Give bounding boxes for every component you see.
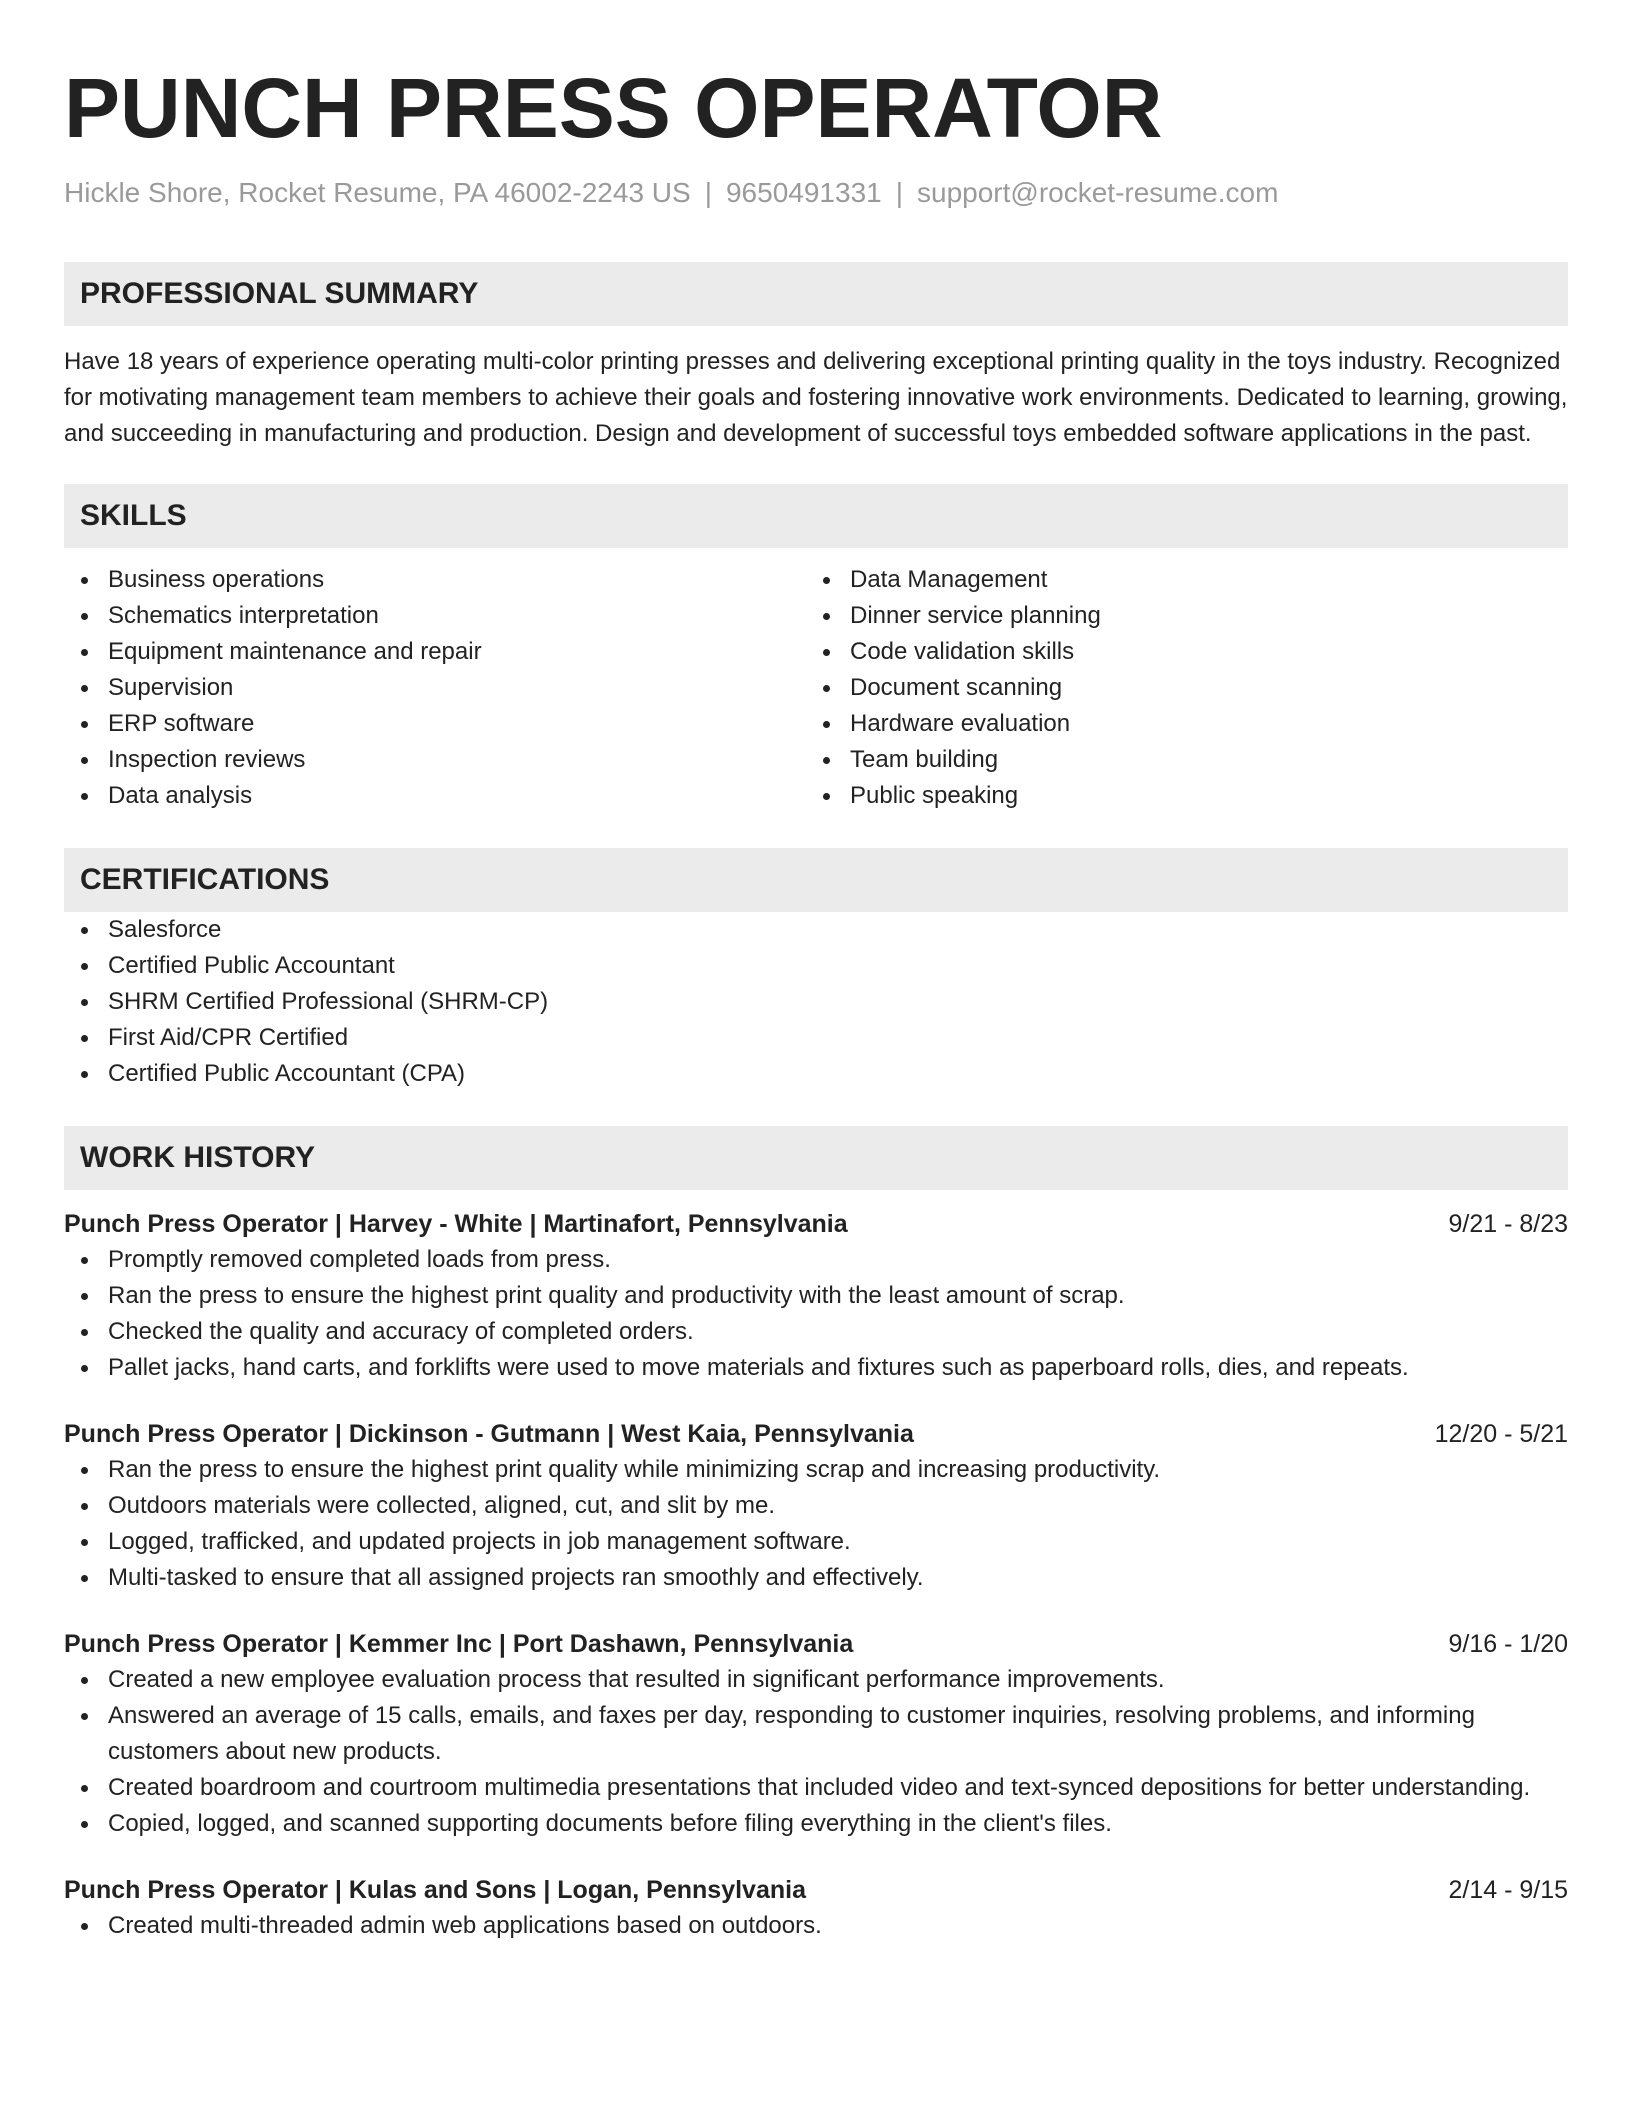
job-bullet-list bbox=[64, 1452, 1568, 1596]
skill-item: Data Management bbox=[850, 562, 1548, 598]
skills-columns bbox=[64, 562, 1568, 814]
contact-separator: | bbox=[704, 177, 712, 208]
job-bullet-list bbox=[64, 1242, 1568, 1386]
skill-item: Dinner service planning bbox=[850, 598, 1548, 634]
contact-email: support@rocket-resume.com bbox=[917, 177, 1279, 208]
skill-item: Hardware evaluation bbox=[850, 706, 1548, 742]
skill-item: Document scanning bbox=[850, 670, 1548, 706]
job-title: Punch Press Operator | Dickinson - Gutmann | West Kaia, Pennsylvania bbox=[64, 1420, 914, 1448]
skill-item: Data analysis bbox=[108, 778, 806, 814]
job-header bbox=[64, 1626, 1568, 1662]
contact-separator: | bbox=[895, 177, 903, 208]
skills-column-left bbox=[64, 562, 806, 814]
section-header-work-history: WORK HISTORY bbox=[64, 1126, 1568, 1190]
job-title: Punch Press Operator | Kemmer Inc | Port Dashawn, Pennsylvania bbox=[64, 1630, 854, 1658]
job-entry bbox=[64, 1626, 1568, 1842]
job-dates: 12/20 - 5/21 bbox=[1434, 1420, 1568, 1448]
job-bullet-list bbox=[64, 1908, 1568, 1944]
section-header-professional-summary: PROFESSIONAL SUMMARY bbox=[64, 262, 1568, 326]
skill-item: Equipment maintenance and repair bbox=[108, 634, 806, 670]
job-dates: 9/16 - 1/20 bbox=[1448, 1630, 1568, 1658]
job-bullet: Multi-tasked to ensure that all assigned projects ran smoothly and effectively. bbox=[108, 1560, 1568, 1596]
summary-text: Have 18 years of experience operating multi-color printing presses and delivering exceptional printing quality in the toys industry. Recognized for motivating management team members to achieve their goals and fostering innovative work environments. Dedicated to learning, growing, and succeeding in manufacturing and production. Design and development of successful toys embedded software applications in the past. bbox=[64, 348, 1568, 447]
skill-item: Supervision bbox=[108, 670, 806, 706]
certifications-list bbox=[64, 912, 1568, 1092]
job-title: Punch Press Operator | Kulas and Sons | Logan, Pennsylvania bbox=[64, 1876, 806, 1904]
skill-item: Team building bbox=[850, 742, 1548, 778]
certification-item: Certified Public Accountant bbox=[108, 948, 1568, 984]
job-bullet: Ran the press to ensure the highest print quality and productivity with the least amount of scrap. bbox=[108, 1278, 1568, 1314]
certification-item: SHRM Certified Professional (SHRM-CP) bbox=[108, 984, 1568, 1020]
job-bullet-list bbox=[64, 1662, 1568, 1842]
contact-address: Hickle Shore, Rocket Resume, PA 46002-2243 US bbox=[64, 177, 691, 208]
certification-item: Certified Public Accountant (CPA) bbox=[108, 1056, 1568, 1092]
job-header bbox=[64, 1206, 1568, 1242]
skill-item: Business operations bbox=[108, 562, 806, 598]
skill-item: ERP software bbox=[108, 706, 806, 742]
job-bullet: Created multi-threaded admin web applications based on outdoors. bbox=[108, 1908, 1568, 1944]
job-bullet: Pallet jacks, hand carts, and forklifts were used to move materials and fixtures such as paperboard rolls, dies, and repeats. bbox=[108, 1350, 1568, 1386]
job-bullet: Checked the quality and accuracy of completed orders. bbox=[108, 1314, 1568, 1350]
job-entry bbox=[64, 1206, 1568, 1386]
resume-page bbox=[64, 0, 1568, 1944]
job-bullet: Answered an average of 15 calls, emails, and faxes per day, responding to customer inquiries, resolving problems, and informing customers about new products. bbox=[108, 1698, 1568, 1770]
certification-item: Salesforce bbox=[108, 912, 1568, 948]
contact-line bbox=[64, 176, 1568, 210]
skills-list-left bbox=[64, 562, 806, 814]
job-header bbox=[64, 1416, 1568, 1452]
job-dates: 2/14 - 9/15 bbox=[1448, 1876, 1568, 1904]
skills-column-right bbox=[806, 562, 1548, 814]
job-bullet: Promptly removed completed loads from press. bbox=[108, 1242, 1568, 1278]
job-bullet: Logged, trafficked, and updated projects in job management software. bbox=[108, 1524, 1568, 1560]
job-bullet: Ran the press to ensure the highest print quality while minimizing scrap and increasing productivity. bbox=[108, 1452, 1568, 1488]
job-title: Punch Press Operator | Harvey - White | Martinafort, Pennsylvania bbox=[64, 1210, 848, 1238]
skill-item: Schematics interpretation bbox=[108, 598, 806, 634]
job-entry bbox=[64, 1416, 1568, 1596]
resume-name: PUNCH PRESS OPERATOR bbox=[64, 61, 1163, 155]
certification-item: First Aid/CPR Certified bbox=[108, 1020, 1568, 1056]
job-bullet: Created a new employee evaluation process that resulted in significant performance improvements. bbox=[108, 1662, 1568, 1698]
job-bullet: Outdoors materials were collected, aligned, cut, and slit by me. bbox=[108, 1488, 1568, 1524]
skill-item: Public speaking bbox=[850, 778, 1548, 814]
skill-item: Inspection reviews bbox=[108, 742, 806, 778]
skills-list-right bbox=[806, 562, 1548, 814]
job-entry bbox=[64, 1872, 1568, 1944]
job-bullet: Copied, logged, and scanned supporting documents before filing everything in the client's files. bbox=[108, 1806, 1568, 1842]
section-header-certifications: CERTIFICATIONS bbox=[64, 848, 1568, 912]
job-header bbox=[64, 1872, 1568, 1908]
section-header-skills: SKILLS bbox=[64, 484, 1568, 548]
skill-item: Code validation skills bbox=[850, 634, 1548, 670]
job-dates: 9/21 - 8/23 bbox=[1448, 1210, 1568, 1238]
job-bullet: Created boardroom and courtroom multimedia presentations that included video and text-synced depositions for better understanding. bbox=[108, 1770, 1568, 1806]
contact-phone: 9650491331 bbox=[725, 177, 882, 208]
